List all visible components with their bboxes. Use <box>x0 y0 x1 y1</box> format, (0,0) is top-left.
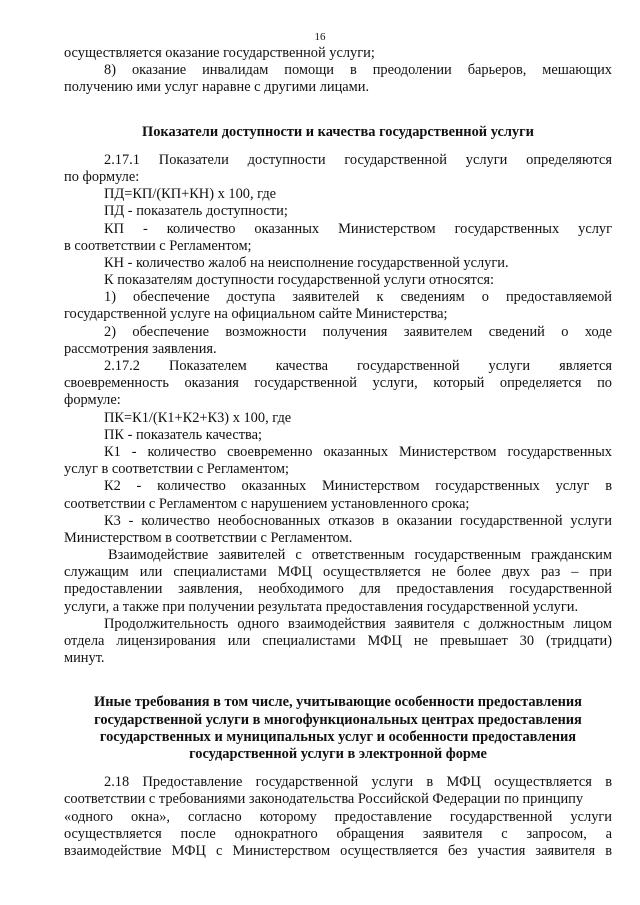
paragraph-line: в соответствии с Регламентом; <box>64 237 252 254</box>
paragraph-line: служащим или специалистами МФЦ осуществляется не более двух раз – при <box>64 564 612 581</box>
paragraph-line: Взаимодействие заявителей с ответственным государственным гражданским <box>108 547 612 564</box>
paragraph-line: минут. <box>64 650 105 667</box>
paragraph-line: К2 - количество оказанных Министерством государственных услуг в <box>104 478 612 495</box>
page-number: 16 <box>314 31 326 43</box>
list-item: 1) обеспечение доступа заявителей к сведениям о предоставляемой <box>104 289 612 306</box>
paragraph-line: К1 - количество своевременно оказанных Министерством государственных <box>104 443 612 460</box>
paragraph-line: услуги, а также при получении результата предоставления государственной услуги. <box>64 598 579 615</box>
section-heading: Показатели доступности и качества государственной услуги <box>142 123 534 140</box>
paragraph-line: К3 - количество необоснованных отказов в оказании государственной услуги <box>104 512 612 529</box>
paragraph-line: предоставлении заявления, необходимого для предоставления государственной <box>64 581 612 598</box>
paragraph-line: «одного окна», согласно которому предоставление государственной услуги <box>64 808 612 825</box>
paragraph-line: своевременность оказания государственной услуги, который определяется по <box>64 375 612 392</box>
paragraph-line: 2.18 Предоставление государственной услуги в МФЦ осуществляется в <box>104 774 612 791</box>
heading-line: Иные требования в том числе, учитывающие особенности предоставления <box>94 694 582 711</box>
text-line: осуществляется оказание государственной услуги; <box>64 45 375 61</box>
paragraph-line: Министерством в соответствии с Регламентом. <box>64 529 353 546</box>
list-item: 8) оказание инвалидам помощи в преодолении барьеров, мешающих <box>104 62 612 79</box>
paragraph-line: 2.17.1 Показатели доступности государственной услуги определяются <box>104 151 612 168</box>
paragraph-line: государственной услуге на официальном сайте Министерства; <box>64 306 448 323</box>
paragraph-line: по формуле: <box>64 168 140 185</box>
paragraph-line: соответствии с требованиями законодательства Российской Федерации по принципу <box>64 791 584 808</box>
section-heading <box>64 694 612 763</box>
paragraph-line: КП - количество оказанных Министерством государственных услуг <box>104 220 612 237</box>
paragraph-line: 2.17.2 Показателем качества государственной услуги является <box>104 358 612 374</box>
paragraph-line: ПК - показатель качества; <box>104 426 262 443</box>
text-line: получению ими услуг наравне с другими лицами. <box>64 79 370 96</box>
paragraph-line: рассмотрения заявления. <box>64 340 217 357</box>
heading-line: государственных и муниципальных услуг и особенности предоставления <box>99 728 577 745</box>
document-body <box>64 45 612 860</box>
paragraph-line: услуг в соответствии с Регламентом; <box>64 461 290 478</box>
paragraph-line: взаимодействие МФЦ с Министерством осуществляется без участия заявителя в <box>64 842 612 859</box>
paragraph-line: К показателям доступности государственной услуги относятся: <box>104 272 494 289</box>
formula-line: ПД=КП/(КП+КН) х 100, где <box>104 186 277 203</box>
paragraph-line: осуществляется после однократного обращения заявителя с запросом, а <box>64 825 612 842</box>
heading-line: государственной услуги в многофункциональных центрах предоставления <box>94 711 582 728</box>
formula-line: ПК=К1/(К1+К2+К3) х 100, где <box>104 409 292 426</box>
heading-line: государственной услуги в электронной форме <box>189 745 487 762</box>
paragraph-line: отдела лицензирования или специалистами МФЦ не превышает 30 (тридцати) <box>64 633 612 649</box>
list-item: 2) обеспечение возможности получения заявителем сведений о ходе <box>104 323 612 340</box>
paragraph-line: Продолжительность одного взаимодействия заявителя с должностным лицом <box>104 615 612 632</box>
paragraph-line: КН - количество жалоб на неисполнение государственной услуги. <box>104 254 509 271</box>
paragraph-line: соответствии с Регламентом с нарушением установленного срока; <box>64 495 470 512</box>
paragraph-line: формуле: <box>64 392 121 409</box>
paragraph-line: ПД - показатель доступности; <box>104 203 288 220</box>
